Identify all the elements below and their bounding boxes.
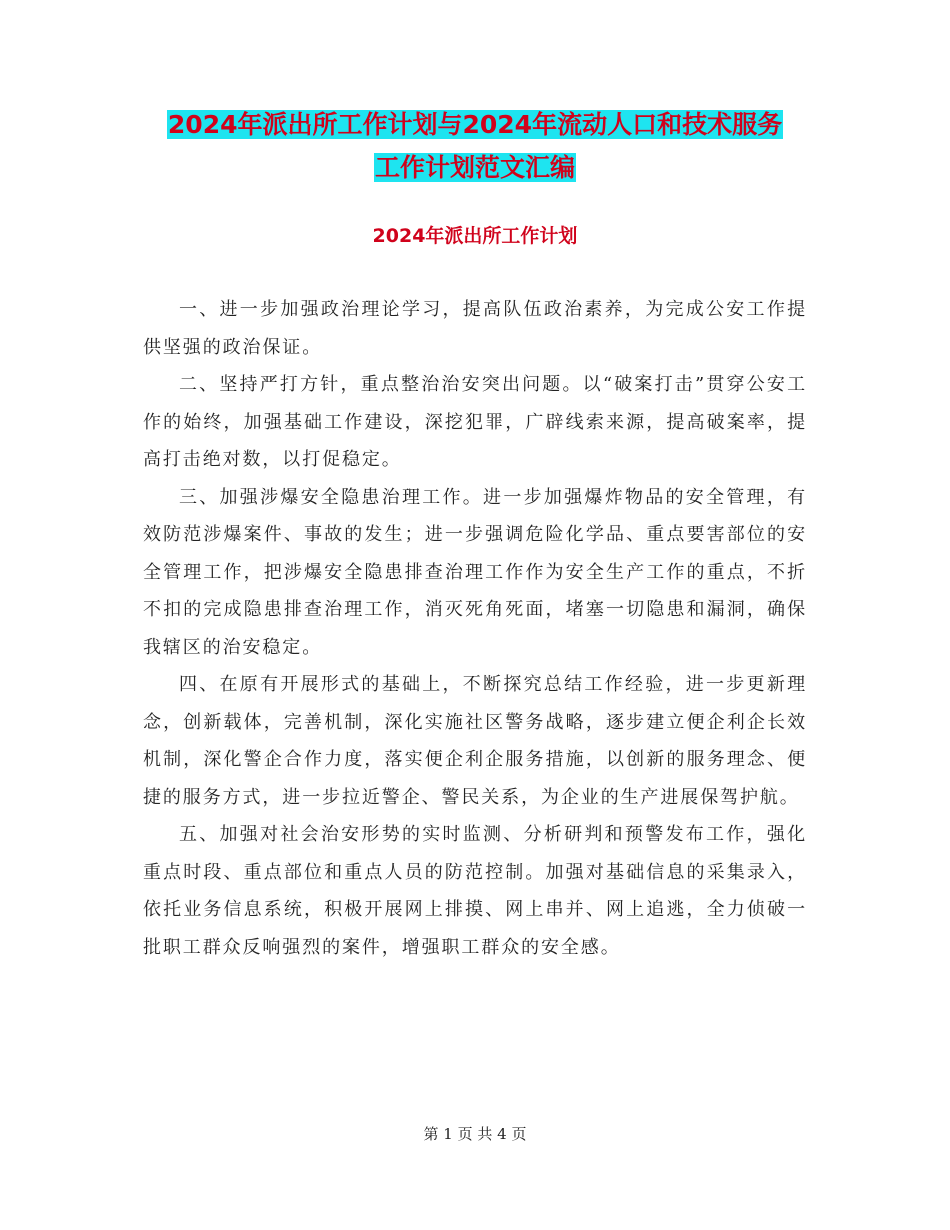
paragraph-3: 三、加强涉爆安全隐患治理工作。进一步加强爆炸物品的安全管理，有效防范涉爆案件、事故的发生；进一步强调危险化学品、重点要害部位的安全管理工作，把涉爆安全隐患排查治理工作作为安全生产工作的重点，不折不扣的完成隐患排查治理工作，消灭死角死面，堵塞一切隐患和漏洞，确保我辖区的治安稳定。	[143, 486, 807, 658]
paragraph-1: 一、进一步加强政治理论学习，提高队伍政治素养，为完成公安工作提供坚强的政治保证。	[143, 299, 807, 358]
paragraph-5: 五、加强对社会治安形势的实时监测、分析研判和预警发布工作，强化重点时段、重点部位和重点人员的防范控制。加强对基础信息的采集录入，依托业务信息系统，积极开展网上排摸、网上串并、网上追逃，全力侦破一批职工群众反响强烈的案件，增强职工群众的安全感。	[143, 824, 807, 958]
document-title	[143, 108, 807, 184]
paragraph-2: 二、坚持严打方针，重点整治治安突出问题。以“破案打击”贯穿公安工作的始终，加强基础工作建设，深挖犯罪，广辟线索来源，提高破案率，提高打击绝对数，以打促稳定。	[143, 374, 807, 470]
title-line-2: 工作计划范文汇编	[374, 153, 575, 182]
title-line-1: 2024年派出所工作计划与2024年流动人口和技术服务	[167, 110, 783, 139]
paragraph-4: 四、在原有开展形式的基础上，不断探究总结工作经验，进一步更新理念，创新载体，完善机制，深化实施社区警务战略，逐步建立便企利企长效机制，深化警企合作力度，落实便企利企服务措施，以创新的服务理念、便捷的服务方式，进一步拉近警企、警民关系，为企业的生产进展保驾护航。	[143, 674, 807, 808]
document-body	[143, 291, 807, 966]
section-heading: 2024年派出所工作计划	[372, 225, 578, 247]
page-footer: 第 1 页 共 4 页	[423, 1125, 527, 1143]
